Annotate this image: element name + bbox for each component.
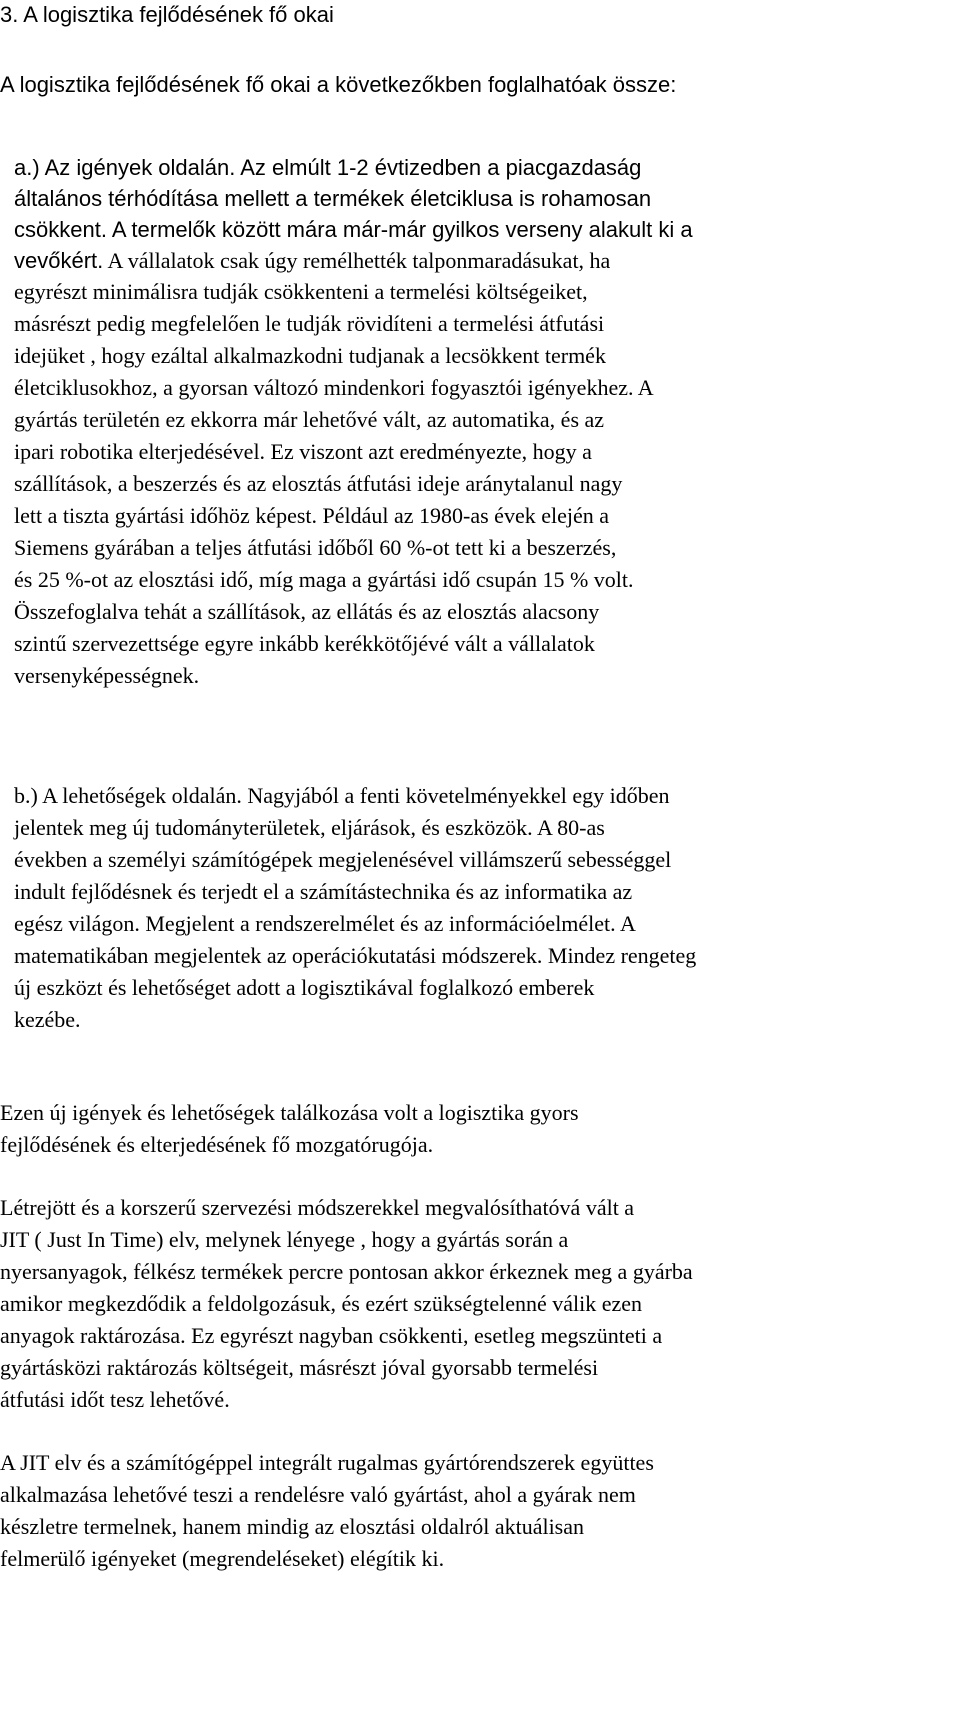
- text-line: Összefoglalva tehát a szállítások, az ellátás és az elosztás alacsony: [14, 599, 600, 624]
- text-line: indult fejlődésnek és terjedt el a számítástechnika és az informatika az: [14, 879, 633, 904]
- text-line: egyrészt minimálisra tudják csökkenteni a termelési költségeiket,: [14, 279, 588, 304]
- text-line: anyagok raktározása. Ez egyrészt nagyban csökkenti, esetleg megszünteti a: [0, 1323, 663, 1348]
- text-line: szállítások, a beszerzés és az elosztás átfutási ideje aránytalanul nagy: [14, 471, 623, 496]
- text-line: idejüket , hogy ezáltal alkalmazkodni tudjanak a lecsökkent termék: [14, 343, 606, 368]
- text-line: gyártásközi raktározás költségeit, másrészt jóval gyorsabb termelési: [0, 1355, 599, 1380]
- text-line: Létrejött és a korszerű szervezési módszerekkel megvalósíthatóvá vált a: [0, 1195, 635, 1220]
- text-line: általános térhódítása mellett a termékek életciklusa is rohamosan: [14, 186, 652, 211]
- text-line: jelentek meg új tudományterületek, eljárások, és eszközök. A 80-as: [14, 815, 605, 840]
- text-line: ipari robotika elterjedésével. Ez viszont azt eredményezte, hogy a: [14, 439, 592, 464]
- text-run: vevőkért.: [14, 248, 104, 273]
- text-line: csökkent. A termelők között mára már-már gyilkos verseny alakult ki a: [14, 217, 693, 242]
- text-line: amikor megkezdődik a feldolgozásuk, és ezért szükségtelenné válik ezen: [0, 1291, 643, 1316]
- text-run: A vállalatok csak úgy remélhették talponmaradásukat, ha: [103, 248, 611, 273]
- text-line: [14, 248, 610, 274]
- text-line: gyártás területén ez ekkorra már lehetővé vált, az automatika, és az: [14, 407, 605, 432]
- text-line: nyersanyagok, félkész termékek percre pontosan akkor érkeznek meg a gyárba: [0, 1259, 693, 1284]
- text-line: b.) A lehetőségek oldalán. Nagyjából a fenti követelményekkel egy időben: [14, 783, 670, 808]
- text-line: átfutási időt tesz lehetővé.: [0, 1387, 230, 1412]
- text-line: JIT ( Just In Time) elv, melynek lényege , hogy a gyártás során a: [0, 1227, 569, 1252]
- text-line: években a személyi számítógépek megjelenésével villámszerű sebességgel: [14, 847, 672, 872]
- text-line: fejlődésének és elterjedésének fő mozgatórugója.: [0, 1132, 434, 1157]
- section-heading: 3. A logisztika fejlődésének fő okai: [0, 2, 334, 27]
- text-line: alkalmazása lehetővé teszi a rendelésre való gyártást, ahol a gyárak nem: [0, 1482, 636, 1507]
- text-line: egész világon. Megjelent a rendszerelmélet és az információelmélet. A: [14, 911, 636, 936]
- text-line: versenyképességnek.: [14, 663, 200, 688]
- text-line: és 25 %-ot az elosztási idő, míg maga a gyártási idő csupán 15 % volt.: [14, 567, 634, 592]
- text-line: kezébe.: [14, 1007, 81, 1032]
- text-line: készletre termelnek, hanem mindig az elosztási oldalról aktuálisan: [0, 1514, 585, 1539]
- text-line: a.) Az igények oldalán. Az elmúlt 1-2 évtizedben a piacgazdaság: [14, 155, 642, 180]
- text-line: másrészt pedig megfelelően le tudják rövidíteni a termelési átfutási: [14, 311, 605, 336]
- text-line: szintű szervezettsége egyre inkább kerékkötőjévé vált a vállalatok: [14, 631, 595, 656]
- text-line: lett a tiszta gyártási időhöz képest. Például az 1980-as évek elején a: [14, 503, 609, 528]
- text-line: felmerülő igényeket (megrendeléseket) elégítik ki.: [0, 1546, 445, 1571]
- text-line: Ezen új igények és lehetőségek találkozása volt a logisztika gyors: [0, 1100, 579, 1125]
- text-line: Siemens gyárában a teljes átfutási időből 60 %-ot tett ki a beszerzés,: [14, 535, 617, 560]
- text-line: matematikában megjelentek az operációkutatási módszerek. Mindez rengeteg: [14, 943, 697, 968]
- text-line: A JIT elv és a számítógéppel integrált rugalmas gyártórendszerek együttes: [0, 1450, 654, 1475]
- text-line: új eszközt és lehetőséget adott a logisztikával foglalkozó emberek: [14, 975, 595, 1000]
- intro-sentence: A logisztika fejlődésének fő okai a következőkben foglalhatóak össze:: [0, 72, 677, 97]
- text-line: életciklusokhoz, a gyorsan változó mindenkori fogyasztói igényekhez. A: [14, 375, 654, 400]
